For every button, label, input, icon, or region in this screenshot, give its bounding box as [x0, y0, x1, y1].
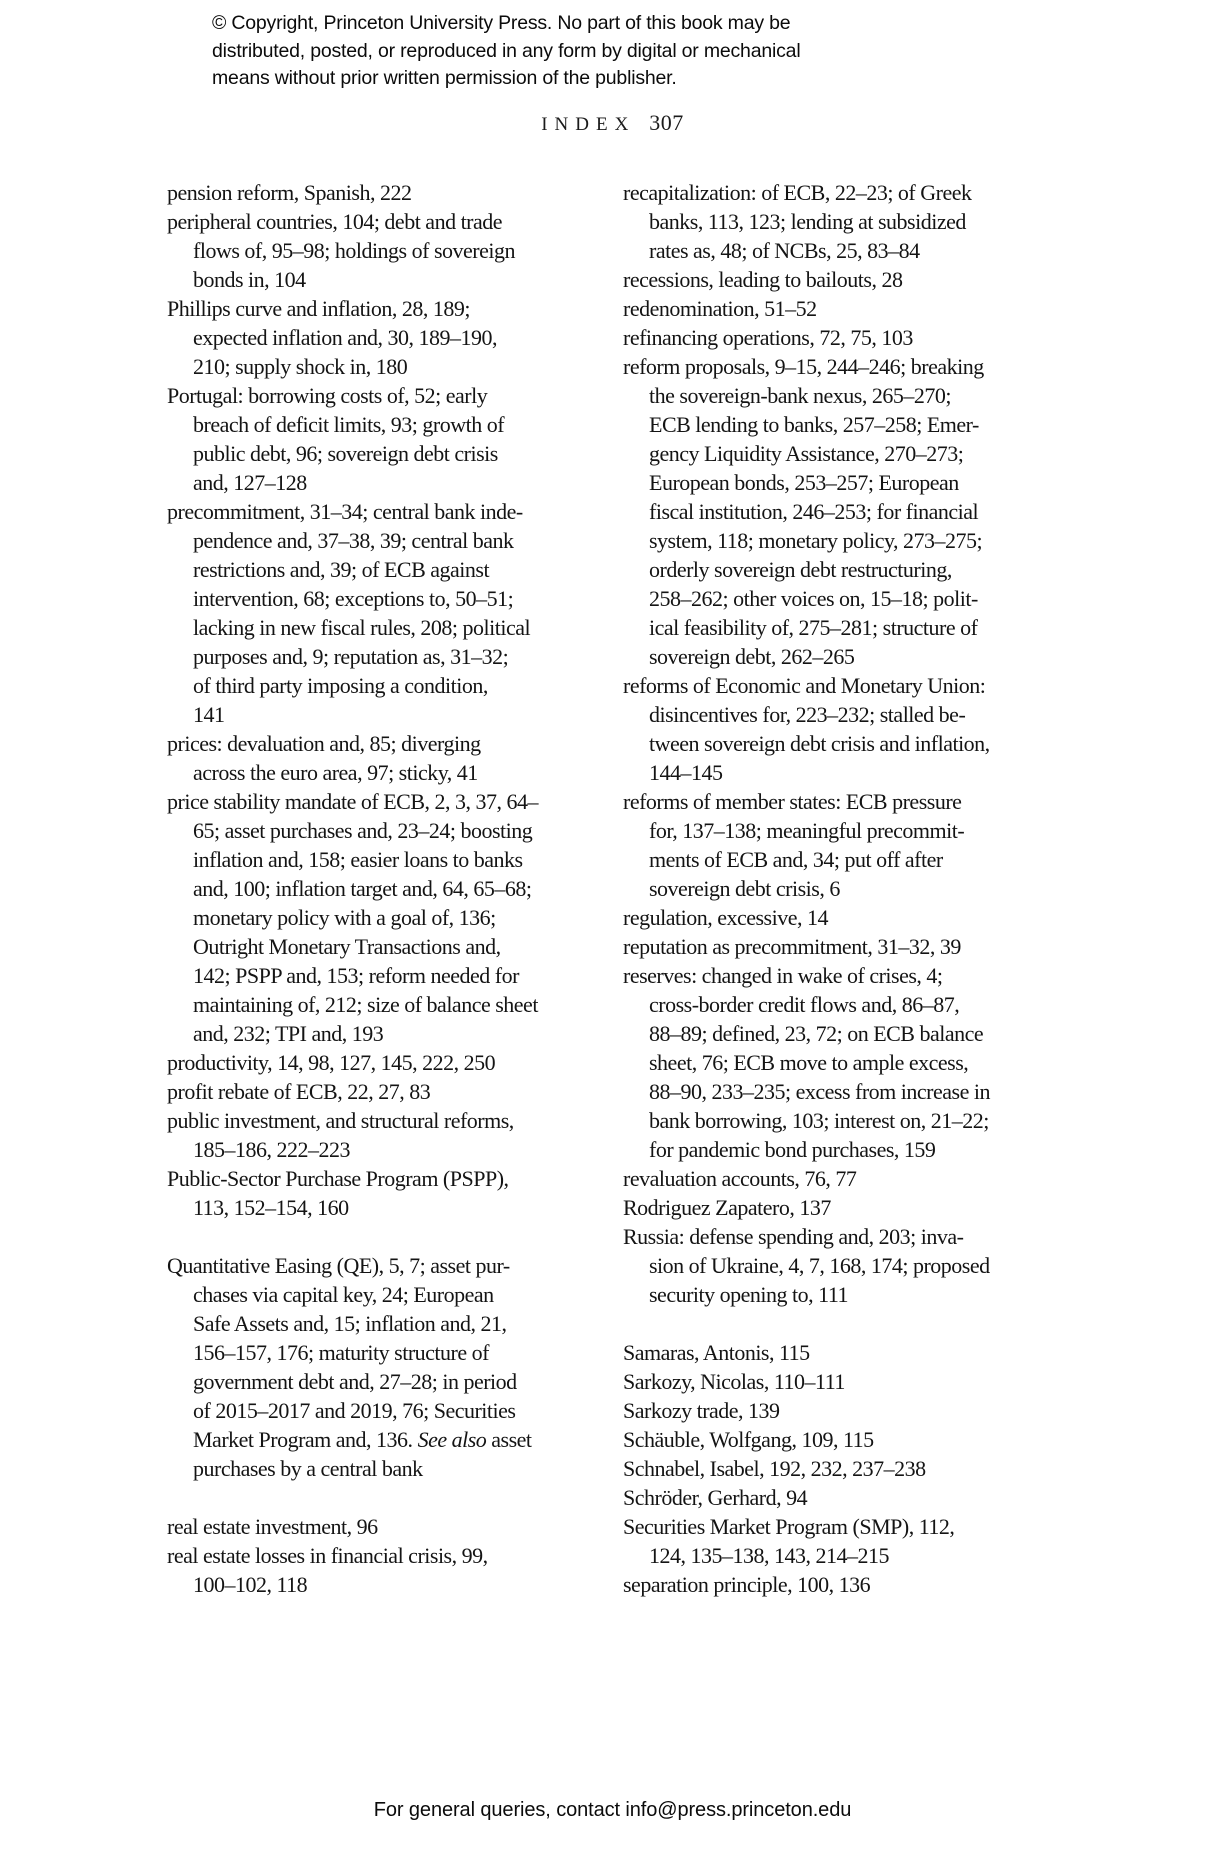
index-entry-line: Safe Assets and, 15; inflation and, 21, [193, 1311, 507, 1336]
index-entry-line: banks, 113, 123; lending at subsidized [649, 209, 966, 234]
copyright-line: means without prior written permission of the publisher. [212, 67, 677, 89]
index-entry-line: maintaining of, 212; size of balance sheet [193, 992, 538, 1017]
index-entry-line: redenomination, 51–52 [623, 296, 817, 321]
index-entry-line: for, 137–138; meaningful precommit- [649, 818, 965, 843]
index-entry-line: precommitment, 31–34; central bank inde- [167, 499, 523, 524]
index-entry [167, 1164, 619, 1222]
index-entry-line: prices: devaluation and, 85; diverging [167, 731, 481, 756]
index-column-left [167, 178, 619, 1599]
index-entry [623, 1570, 1075, 1599]
index-entry-line: 113, 152–154, 160 [193, 1195, 349, 1220]
running-head [0, 110, 1225, 136]
index-entry-line: public investment, and structural reforms, [167, 1108, 514, 1133]
index-entry-line: bank borrowing, 103; interest on, 21–22; [649, 1108, 989, 1133]
index-entry-line: 100–102, 118 [193, 1572, 308, 1597]
index-entry-line: reforms of member states: ECB pressure [623, 789, 962, 814]
index-heading: INDEX [541, 114, 636, 135]
index-entry-line: rates as, 48; of NCBs, 25, 83–84 [649, 238, 920, 263]
index-letter-group [167, 178, 619, 1222]
index-entry-line: 185–186, 222–223 [193, 1137, 350, 1162]
index-letter-group [167, 1512, 619, 1599]
index-entry-line: chases via capital key, 24; European [193, 1282, 494, 1307]
index-entry [167, 1048, 619, 1077]
index-entry [623, 903, 1075, 932]
index-entry [623, 178, 1075, 265]
index-entry-line: Public-Sector Purchase Program (PSPP), [167, 1166, 509, 1191]
index-entry [623, 1396, 1075, 1425]
page-number: 307 [649, 110, 684, 135]
index-entry [623, 323, 1075, 352]
index-entry [623, 1367, 1075, 1396]
index-entry [623, 1483, 1075, 1512]
index-entry-line: separation principle, 100, 136 [623, 1572, 871, 1597]
index-entry-line: peripheral countries, 104; debt and trade [167, 209, 503, 234]
index-entry-line: 156–157, 176; maturity structure of [193, 1340, 489, 1365]
index-entry-line: inflation and, 158; easier loans to banks [193, 847, 523, 872]
index-entry [623, 352, 1075, 671]
index-entry-line: system, 118; monetary policy, 273–275; [649, 528, 983, 553]
index-entry-line: Sarkozy, Nicolas, 110–111 [623, 1369, 845, 1394]
index-entry [167, 207, 619, 294]
index-entry-line: Securities Market Program (SMP), 112, [623, 1514, 955, 1539]
index-entry-line: pension reform, Spanish, 222 [167, 180, 412, 205]
index-entry [167, 787, 619, 1048]
index-entry-line: 88–90, 233–235; excess from increase in [649, 1079, 990, 1104]
index-entry-line: Schäuble, Wolfgang, 109, 115 [623, 1427, 874, 1452]
index-entry [623, 1338, 1075, 1367]
index-entry-line: profit rebate of ECB, 22, 27, 83 [167, 1079, 431, 1104]
index-entry-line: Quantitative Easing (QE), 5, 7; asset pur- [167, 1253, 510, 1278]
index-entry-line: flows of, 95–98; holdings of sovereign [193, 238, 515, 263]
index-entry-line: ments of ECB and, 34; put off after [649, 847, 943, 872]
index-entry-line: price stability mandate of ECB, 2, 3, 37, 64– [167, 789, 538, 814]
index-entry-line: 124, 135–138, 143, 214–215 [649, 1543, 889, 1568]
index-entry-line: cross-border credit flows and, 86–87, [649, 992, 960, 1017]
index-entry [167, 294, 619, 381]
index-entry-line: 210; supply shock in, 180 [193, 354, 408, 379]
index-entry [167, 1512, 619, 1541]
index-entry-line: reserves: changed in wake of crises, 4; [623, 963, 943, 988]
index-entry [623, 1164, 1075, 1193]
index-entry-line: 142; PSPP and, 153; reform needed for [193, 963, 519, 988]
index-entry-line: Portugal: borrowing costs of, 52; early [167, 383, 488, 408]
index-entry-line: for pandemic bond purchases, 159 [649, 1137, 936, 1162]
index-entry-line: tween sovereign debt crisis and inflation, [649, 731, 990, 756]
index-entry-line: the sovereign-bank nexus, 265–270; [649, 383, 951, 408]
index-entry-line: Samaras, Antonis, 115 [623, 1340, 810, 1365]
index-entry-line: public debt, 96; sovereign debt crisis [193, 441, 498, 466]
index-entry-line: real estate investment, 96 [167, 1514, 378, 1539]
index-entry-line: regulation, excessive, 14 [623, 905, 828, 930]
index-entry-line: ECB lending to banks, 257–258; Emer- [649, 412, 979, 437]
index-entry [167, 381, 619, 497]
index-entry-line: Russia: defense spending and, 203; inva- [623, 1224, 964, 1249]
index-entry-line: productivity, 14, 98, 127, 145, 222, 250 [167, 1050, 496, 1075]
index-entry-line: purchases by a central bank [193, 1456, 423, 1481]
index-entry-line: ical feasibility of, 275–281; structure of [649, 615, 978, 640]
index-entry-line: Schröder, Gerhard, 94 [623, 1485, 808, 1510]
index-entry-line: European bonds, 253–257; European [649, 470, 959, 495]
index-entry-line: 88–89; defined, 23, 72; on ECB balance [649, 1021, 984, 1046]
index-entry [623, 787, 1075, 903]
index-entry-line: reputation as precommitment, 31–32, 39 [623, 934, 961, 959]
index-entry-line: 141 [193, 702, 225, 727]
index-entry-line: across the euro area, 97; sticky, 41 [193, 760, 478, 785]
index-entry-line: and, 232; TPI and, 193 [193, 1021, 384, 1046]
index-entry [167, 729, 619, 787]
index-entry-line: reform proposals, 9–15, 244–246; breaking [623, 354, 984, 379]
index-entry [167, 497, 619, 729]
index-entry-line: intervention, 68; exceptions to, 50–51; [193, 586, 514, 611]
index-entry-line: sion of Ukraine, 4, 7, 168, 174; proposed [649, 1253, 990, 1278]
index-entry-line: reforms of Economic and Monetary Union: [623, 673, 986, 698]
index-entry-line: Schnabel, Isabel, 192, 232, 237–238 [623, 1456, 926, 1481]
index-entry [623, 1193, 1075, 1222]
index-letter-group [623, 1338, 1075, 1599]
index-entry-line: recapitalization: of ECB, 22–23; of Greek [623, 180, 972, 205]
index-entry-line: security opening to, 111 [649, 1282, 848, 1307]
index-entry [167, 1077, 619, 1106]
index-entry-line: government debt and, 27–28; in period [193, 1369, 517, 1394]
index-entry-line: sheet, 76; ECB move to ample excess, [649, 1050, 969, 1075]
index-entry [623, 671, 1075, 787]
index-entry [167, 1541, 619, 1599]
index-entry [623, 932, 1075, 961]
index-entry-line: Sarkozy trade, 139 [623, 1398, 780, 1423]
index-entry [623, 961, 1075, 1164]
index-entry-line: 144–145 [649, 760, 723, 785]
index-entry [167, 178, 619, 207]
index-entry [623, 294, 1075, 323]
index-entry-line: expected inflation and, 30, 189–190, [193, 325, 497, 350]
index-entry-line: sovereign debt crisis, 6 [649, 876, 840, 901]
index-entry-line: and, 100; inflation target and, 64, 65–68; [193, 876, 532, 901]
index-entry-line: Market Program and, 136. See also asset [193, 1427, 532, 1452]
index-entry-line: bonds in, 104 [193, 267, 306, 292]
index-entry-line: pendence and, 37–38, 39; central bank [193, 528, 514, 553]
index-entry-line: real estate losses in financial crisis, 99, [167, 1543, 488, 1568]
footer-contact: For general queries, contact info@press.princeton.edu [373, 1799, 852, 1821]
index-entry-line: 258–262; other voices on, 15–18; polit- [649, 586, 978, 611]
index-entry [623, 1454, 1075, 1483]
index-entry-line: sovereign debt, 262–265 [649, 644, 855, 669]
index-letter-group [623, 178, 1075, 1309]
index-entry-line: of 2015–2017 and 2019, 76; Securities [193, 1398, 516, 1423]
index-entry-line: restrictions and, 39; of ECB against [193, 557, 490, 582]
index-entry-line: gency Liquidity Assistance, 270–273; [649, 441, 964, 466]
index-entry-line: of third party imposing a condition, [193, 673, 488, 698]
index-entry-line: revaluation accounts, 76, 77 [623, 1166, 857, 1191]
copyright-line: distributed, posted, or reproduced in any form by digital or mechanical [212, 39, 801, 62]
index-entry [167, 1251, 619, 1483]
index-entry [623, 1222, 1075, 1309]
index-entry [167, 1106, 619, 1164]
index-entry-line: monetary policy with a goal of, 136; [193, 905, 496, 930]
index-entry-line: Rodriguez Zapatero, 137 [623, 1195, 831, 1220]
index-entry-line: Outright Monetary Transactions and, [193, 934, 501, 959]
copyright-line: © Copyright, Princeton University Press. No part of this book may be [212, 12, 791, 34]
index-entry [623, 1512, 1075, 1570]
index-entry-line: recessions, leading to bailouts, 28 [623, 267, 903, 292]
index-column-right [623, 178, 1075, 1599]
index-entry-line: lacking in new fiscal rules, 208; political [193, 615, 531, 640]
index-entry-line: refinancing operations, 72, 75, 103 [623, 325, 913, 350]
index-letter-group [167, 1251, 619, 1483]
index-entry-line: orderly sovereign debt restructuring, [649, 557, 952, 582]
index-entry-line: 65; asset purchases and, 23–24; boosting [193, 818, 533, 843]
index-entry-line: breach of deficit limits, 93; growth of [193, 412, 505, 437]
index-entry-line: purposes and, 9; reputation as, 31–32; [193, 644, 509, 669]
copyright-notice [212, 10, 800, 93]
index-entry-line: disincentives for, 223–232; stalled be- [649, 702, 966, 727]
index-entry-line: Phillips curve and inflation, 28, 189; [167, 296, 471, 321]
index-entry-line: fiscal institution, 246–253; for financial [649, 499, 979, 524]
index-entry [623, 265, 1075, 294]
index-entry-line: and, 127–128 [193, 470, 307, 495]
index-entry [623, 1425, 1075, 1454]
